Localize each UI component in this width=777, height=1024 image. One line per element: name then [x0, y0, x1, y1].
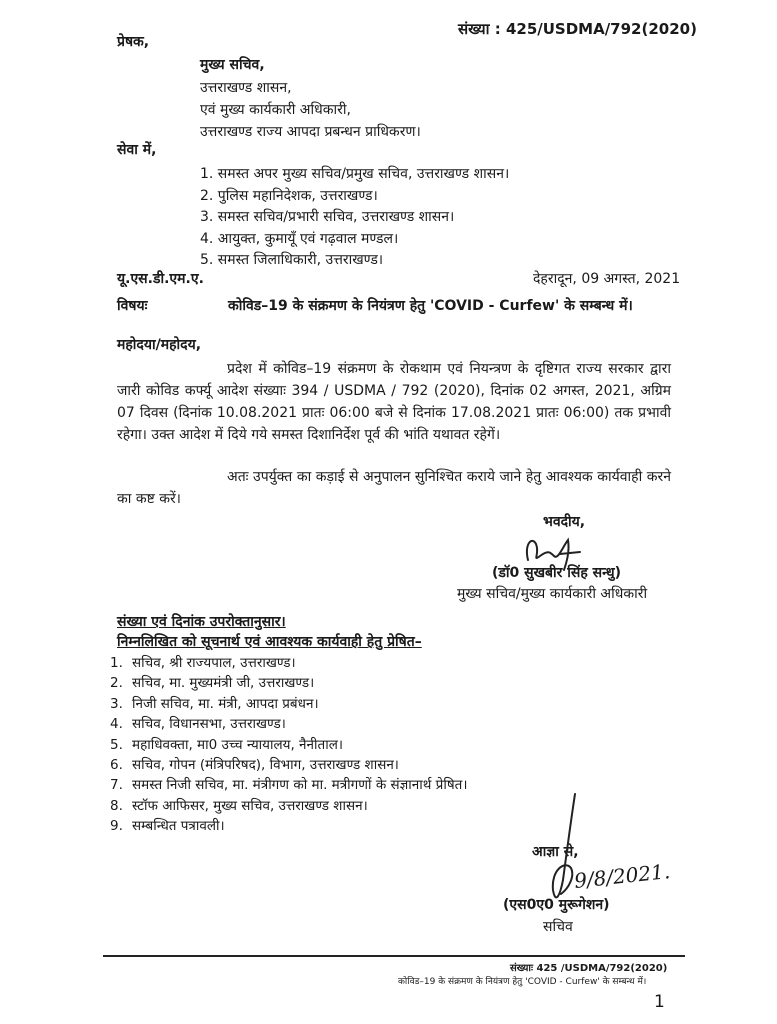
reference-number: संख्या : 425/USDMA/792(2020): [458, 20, 697, 38]
handwritten-date: 9/8/2021.: [573, 859, 672, 893]
copy-list-item: 1. सचिव, श्री राज्यपाल, उत्तराखण्ड।: [110, 655, 296, 671]
sender-line: उत्तराखण्ड शासन,: [200, 80, 292, 96]
copy-list-item: 7. समस्त निजी सचिव, मा. मंत्रीगण को मा. मत्रीगणों के संज्ञानार्थ प्रेषित।: [110, 777, 468, 794]
copy-list-item: 9. सम्बन्धित पत्रावली।: [110, 818, 225, 835]
copy-list-item: 3. निजी सचिव, मा. मंत्री, आपदा प्रबंधन।: [110, 695, 319, 712]
closing-name: (डॉ0 सुखबीर सिंह सन्धु): [492, 565, 622, 581]
copy-list-item: 6. सचिव, गोपन (मंत्रिपरिषद), विभाग, उत्तराखण्ड शासन।: [110, 756, 399, 773]
copy-ref-line: संख्या एवं दिनांक उपरोक्तानुसार।: [117, 614, 286, 630]
salutation: महोदया/महोदय,: [117, 337, 202, 353]
recipient-item: 4. आयुक्त, कुमायूँ एवं गढ़वाल मण्डल।: [200, 231, 399, 247]
recipient-item: 3. समस्त सचिव/प्रभारी सचिव, उत्तराखण्ड शासन।: [200, 209, 455, 225]
secretary-designation: सचिव: [543, 919, 573, 935]
footer-ref: संख्याः 425 /USDMA/792(2020): [510, 963, 668, 974]
secretary-name: (एस0ए0 मुरूगेशन): [503, 897, 610, 913]
copy-list-item: 8. स्टॉफ आफिसर, मुख्य सचिव, उत्तराखण्ड शासन।: [110, 797, 368, 814]
copy-list-item: 4. सचिव, विधानसभा, उत्तराखण्ड।: [110, 716, 286, 733]
recipient-item: 5. समस्त जिलाधिकारी, उत्तराखण्ड।: [200, 252, 384, 268]
closing-yours: भवदीय,: [543, 514, 586, 530]
body-paragraph-1: प्रदेश में कोविड–19 संक्रमण के रोकथाम एवं नियन्त्रण के दृष्टिगत राज्य सरकार द्वारा जारी कोविड कर्फ्यू आदेश संख्याः 394 / USDMA / 792 (2020), दिनांक 02 अगस्त, 2021, अग्रिम 07 दिवस (दिनांक 10.08.2021 प्रातः 06:00 बजे से दिनांक 17.08.2021 प्रातः 06:00) तक प्रभावी रहेगा। उक्त आदेश में दिये गये समस्त दिशानिर्देश पूर्व की भांति यथावत रहेगें।: [117, 361, 671, 443]
copy-list-item: 2. सचिव, मा. मुख्यमंत्री जी, उत्तराखण्ड।: [110, 675, 315, 692]
copy-list: [110, 653, 467, 837]
recipients-label: सेवा में,: [117, 142, 157, 158]
copy-forward-line: निम्नलिखित को सूचनार्थ एवं आवश्यक कार्यवाही हेतु प्रेषित–: [117, 634, 422, 650]
sender-line: एवं मुख्य कार्यकारी अधिकारी,: [200, 102, 351, 118]
copy-list-item: 5. महाधिवक्ता, मा0 उच्च न्यायालय, नैनीताल।: [110, 736, 343, 753]
sender-line: मुख्य सचिव,: [200, 57, 265, 73]
closing-designation: मुख्य सचिव/मुख्य कार्यकारी अधिकारी: [457, 586, 648, 602]
by-order: आज्ञा से,: [532, 844, 579, 860]
place-date: देहरादून, 09 अगस्त, 2021: [533, 271, 681, 287]
page-number: 1: [654, 992, 665, 1012]
footer-subject: कोविड–19 के संक्रमण के नियंत्रण हेतु 'COVID - Curfew' के सम्बन्ध में।: [398, 977, 647, 987]
recipient-item: 2. पुलिस महानिदेशक, उत्तराखण्ड।: [200, 188, 378, 204]
subject-label: विषयः: [117, 298, 148, 314]
department-code: यू.एस.डी.एम.ए.: [117, 271, 204, 287]
recipient-item: 1. समस्त अपर मुख्य सचिव/प्रमुख सचिव, उत्तराखण्ड शासन।: [200, 166, 510, 182]
subject-text: कोविड–19 के संक्रमण के नियंत्रण हेतु 'COVID - Curfew' के सम्बन्ध में।: [228, 298, 633, 314]
body-paragraph-2: अतः उपर्युक्त का कड़ाई से अनुपालन सुनिश्चित कराये जाने हेतु आवश्यक कार्यवाही करने का कष्ट करें।: [117, 469, 671, 507]
sender-label: प्रेषक,: [117, 34, 150, 50]
footer-divider: [103, 955, 685, 957]
sender-line: उत्तराखण्ड राज्य आपदा प्रबन्धन प्राधिकरण।: [200, 124, 421, 140]
